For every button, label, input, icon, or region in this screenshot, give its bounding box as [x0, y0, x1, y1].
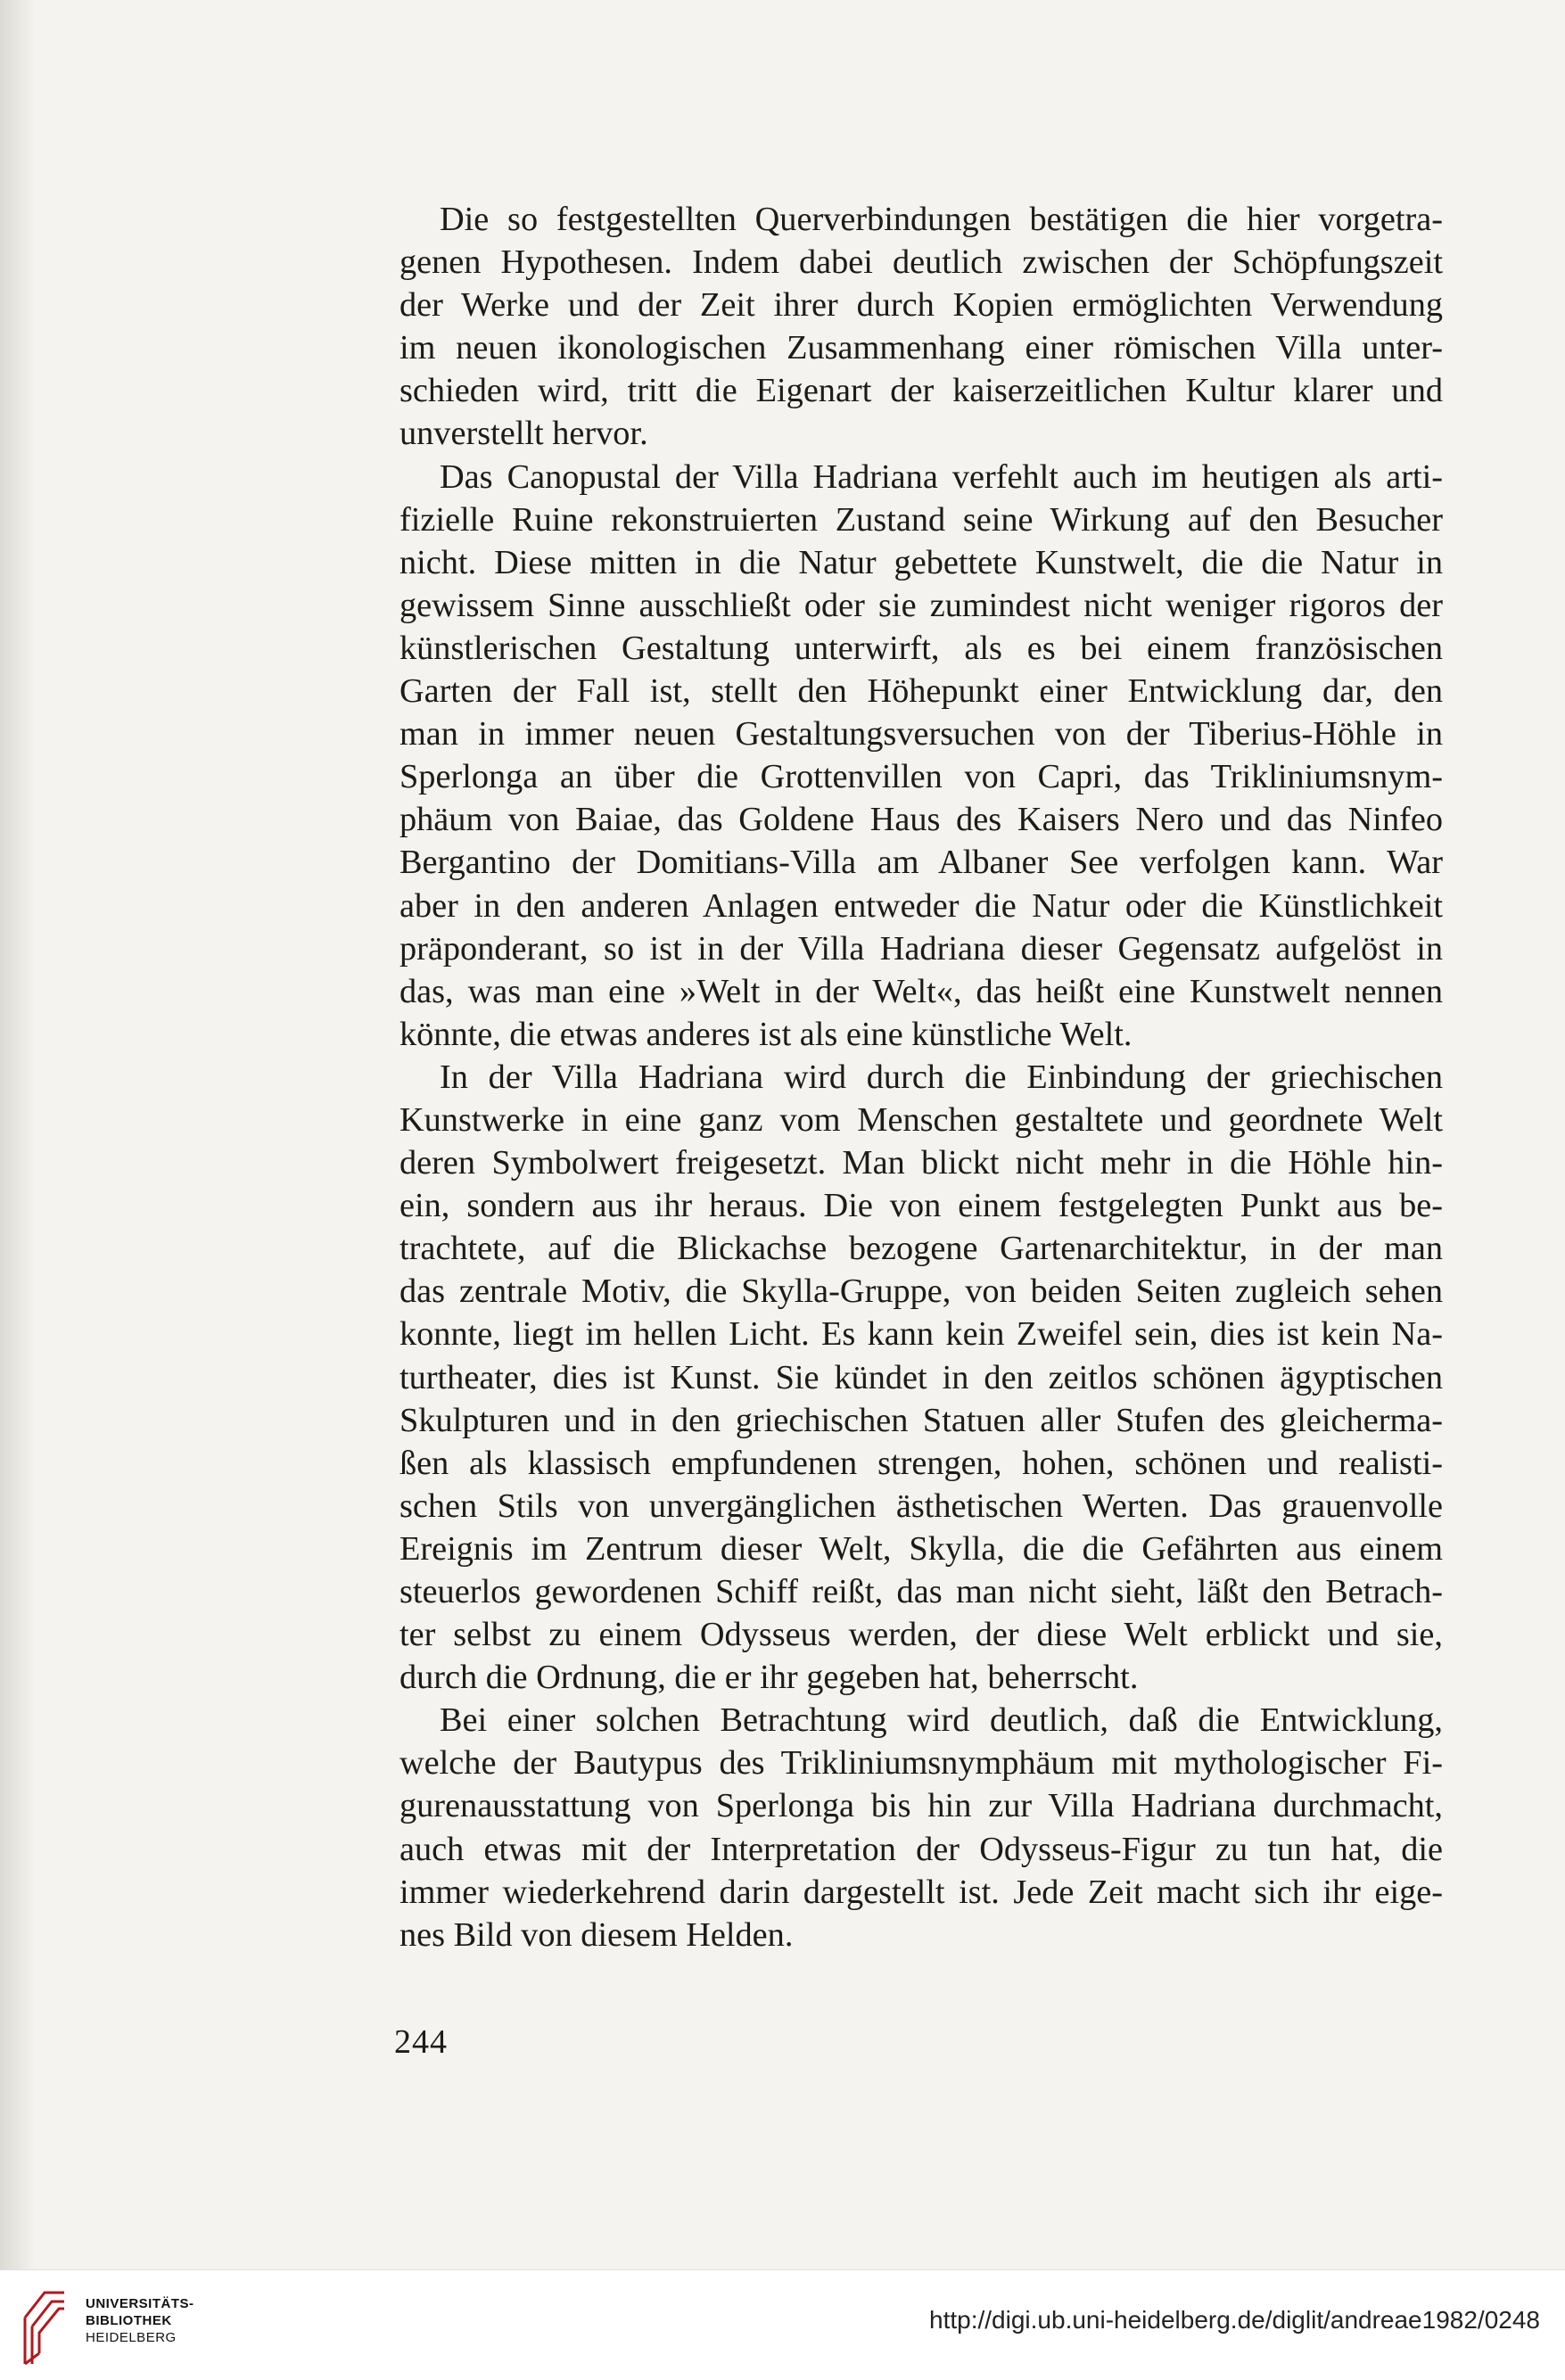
text-line: konnte, liegt im hellen Licht. Es kann kein Zweifel sein, dies ist kein Na-	[399, 1315, 1443, 1354]
text-line: steuerlos gewordenen Schiff reißt, das man nicht sieht, läßt den Betrach-	[399, 1573, 1443, 1610]
page-number: 244	[394, 2023, 448, 2061]
text-line: Sperlonga an über die Grottenvillen von Capri, das Trikliniumsnym-	[399, 758, 1443, 796]
paragraph-1	[399, 198, 1443, 456]
text-line: der Werke und der Zeit ihrer durch Kopien ermöglichten Verwendung	[399, 286, 1443, 325]
text-line: Kunstwerke in eine ganz vom Menschen gestaltete und geordnete Welt	[399, 1100, 1443, 1139]
text-line: nes Bild von diesem Helden.	[399, 1915, 794, 1954]
text-line: Garten der Fall ist, stellt den Höhepunkt einer Entwicklung dar, den	[399, 672, 1443, 711]
text-line: das, was man eine »Welt in der Welt«, das heißt eine Kunstwelt nennen	[399, 972, 1443, 1010]
text-line: nicht. Diese mitten in die Natur gebettete Kunstwelt, die die Natur in	[399, 543, 1443, 581]
paragraph-4	[399, 1699, 1443, 1956]
text-line: trachtete, auf die Blickachse bezogene Gartenarchitektur, in der man	[399, 1230, 1443, 1268]
paragraph-3	[399, 1056, 1443, 1699]
text-line: künstlerischen Gestaltung unterwirft, als es bei einem französischen	[399, 629, 1443, 667]
text-line: Bergantino der Domitians-Villa am Albaner See verfolgen kann. War	[399, 844, 1443, 882]
text-line: gewissem Sinne ausschließt oder sie zumindest nicht weniger rigoros der	[399, 586, 1443, 624]
text-line: präponderant, so ist in der Villa Hadriana dieser Gegensatz aufgelöst in	[399, 929, 1443, 968]
text-line: unverstellt hervor.	[399, 415, 648, 453]
text-line: aber in den anderen Anlagen entweder die Natur oder die Künstlichkeit	[399, 886, 1443, 925]
text-line: Skulpturen und in den griechischen Statuen aller Stufen des gleicherma-	[399, 1401, 1443, 1439]
text-line: das zentrale Motiv, die Skylla-Gruppe, von beiden Seiten zugleich sehen	[399, 1272, 1443, 1311]
text-line: ein, sondern aus ihr heraus. Die von einem festgelegten Punkt aus be-	[399, 1187, 1443, 1225]
text-line: könnte, die etwas anderes ist als eine künstliche Welt.	[399, 1015, 1133, 1053]
text-line: durch die Ordnung, die er ihr gegeben hat, beherrscht.	[399, 1659, 1139, 1697]
text-line: fizielle Ruine rekonstruierten Zustand seine Wirkung auf den Besucher	[399, 500, 1443, 539]
paragraph-2	[399, 456, 1443, 1056]
text-line: welche der Bautypus des Trikliniumsnymphäum mit mythologischer Fi-	[399, 1744, 1443, 1783]
body-text	[399, 198, 1443, 1956]
text-line: auch etwas mit der Interpretation der Odysseus-Figur zu tun hat, die	[399, 1830, 1443, 1868]
text-line: Die so festgestellten Querverbindungen bestätigen die hier vorgetra-	[440, 201, 1443, 238]
text-line: gurenausstattung von Sperlonga bis hin zur Villa Hadriana durchmacht,	[399, 1787, 1443, 1825]
digitization-footer	[0, 2269, 1565, 2380]
text-line: Das Canopustal der Villa Hadriana verfehlt auch im heutigen als arti-	[440, 457, 1443, 496]
text-line: deren Symbolwert freigesetzt. Man blickt nicht mehr in die Höhle hin-	[399, 1144, 1443, 1182]
library-logo-icon[interactable]	[18, 2284, 71, 2368]
library-name-line: UNIVERSITÄTS-	[86, 2296, 194, 2311]
text-line: im neuen ikonologischen Zusammenhang einer römischen Villa unter-	[399, 329, 1443, 367]
text-line: In der Villa Hadriana wird durch die Einbindung der griechischen	[440, 1058, 1443, 1096]
text-line: ter selbst zu einem Odysseus werden, der diese Welt erblickt und sie,	[399, 1616, 1443, 1654]
page-edge-shadow	[0, 0, 36, 2269]
text-line: man in immer neuen Gestaltungsversuchen von der Tiberius-Höhle in	[399, 715, 1443, 754]
text-line: phäum von Baiae, das Goldene Haus des Kaisers Nero und das Ninfeo	[399, 801, 1443, 839]
source-url-link[interactable]: http://digi.ub.uni-heidelberg.de/diglit/andreae1982/0248	[929, 2306, 1540, 2334]
library-name-line: BIBLIOTHEK	[86, 2313, 172, 2328]
text-line: schieden wird, tritt die Eigenart der kaiserzeitlichen Kultur klarer und	[399, 372, 1443, 410]
text-line: Ereignis im Zentrum dieser Welt, Skylla, die die Gefährten aus einem	[399, 1529, 1443, 1568]
text-line: ßen als klassisch empfundenen strengen, hohen, schönen und realisti-	[399, 1444, 1443, 1482]
library-name-line: HEIDELBERG	[86, 2330, 177, 2345]
text-line: Bei einer solchen Betrachtung wird deutlich, daß die Entwicklung,	[440, 1701, 1443, 1740]
text-line: immer wiederkehrend darin dargestellt ist. Jede Zeit macht sich ihr eige-	[399, 1873, 1443, 1911]
library-name	[86, 2295, 194, 2346]
text-line: schen Stils von unvergänglichen ästhetischen Werten. Das grauenvolle	[399, 1486, 1443, 1525]
text-line: turtheater, dies ist Kunst. Sie kündet in den zeitlos schönen ägyptischen	[399, 1358, 1443, 1396]
text-line: genen Hypothesen. Indem dabei deutlich zwischen der Schöpfungszeit	[399, 243, 1443, 282]
